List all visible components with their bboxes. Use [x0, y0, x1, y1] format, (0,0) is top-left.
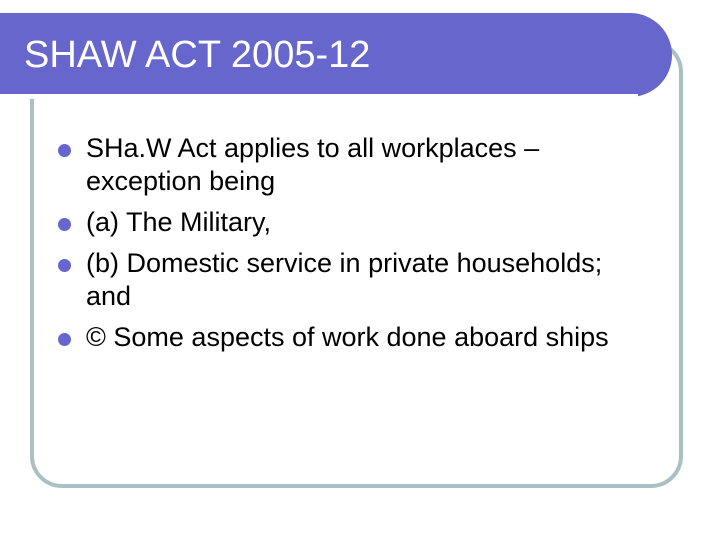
bullet-text: © Some aspects of work done aboard ships — [86, 322, 609, 352]
bullet-dot-icon — [58, 144, 71, 157]
title-underline — [0, 94, 638, 99]
bullet-dot-icon — [58, 333, 71, 346]
bullet-dot-icon — [58, 218, 71, 231]
bullet-item-workplaces — [54, 132, 654, 198]
bullet-dot-icon — [58, 259, 71, 272]
slide-title: SHAW ACT 2005-12 — [24, 34, 371, 76]
bullet-text: (b) Domestic service in private households; and — [86, 248, 603, 311]
bullet-text: (a) The Military, — [86, 207, 272, 237]
bullet-text: SHa.W Act applies to all workplaces – exception being — [86, 133, 540, 196]
bullet-list — [54, 132, 654, 362]
bullet-item-domestic-service — [54, 247, 654, 313]
bullet-item-military — [54, 206, 654, 239]
bullet-item-ships — [54, 321, 654, 354]
